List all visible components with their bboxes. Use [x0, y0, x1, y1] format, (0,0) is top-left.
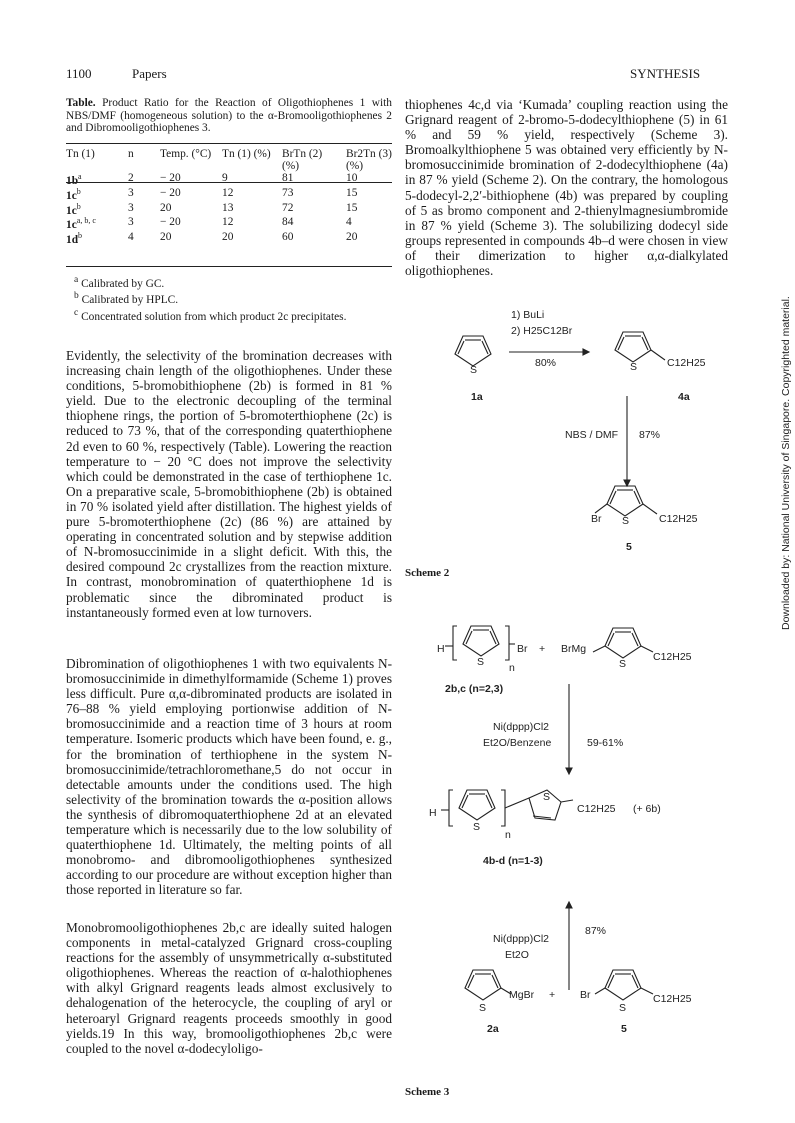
- yield-1: 59-61%: [587, 737, 624, 749]
- table-cell: 15: [346, 201, 358, 214]
- compound-cell: $1c^b$: [66, 186, 81, 202]
- footnote: $^b$ Calibrated by HPLC.: [74, 291, 179, 307]
- table-row: [64, 216, 394, 231]
- table-cell: 12: [222, 216, 234, 229]
- table-cell: − 20: [160, 186, 181, 199]
- table-row: [64, 172, 394, 187]
- table-cell: 3: [128, 201, 134, 214]
- substituent-c12h25: C12H25: [653, 993, 692, 1005]
- oligothiophene-4bd-structure: [441, 790, 573, 826]
- table-cell: 12: [222, 186, 234, 199]
- sulfur-label: S: [479, 1002, 487, 1014]
- col-header: Tn (1) (%): [222, 148, 271, 160]
- table-bottom-rule: [66, 266, 392, 267]
- compound-label-2bc: 2b,c (n=2,3): [445, 683, 504, 695]
- table-cell: 20: [222, 231, 234, 244]
- hydrogen-label: H: [437, 643, 445, 655]
- table-header-row: [64, 148, 394, 172]
- table-caption-label: Table.: [66, 97, 96, 109]
- step1-reagent-2: 2) H25C12Br: [511, 325, 573, 337]
- sulfur-label: S: [543, 791, 551, 803]
- table-cell: 13: [222, 201, 234, 214]
- table-caption-text: Product Ratio for the Reaction of Oligothiophenes 1 with NBS/DMF (homogeneous solution) to the α-Bromooligothiophenes 2 and Dibromooligothiophenes 3.: [66, 97, 392, 135]
- section-name: Papers: [132, 66, 167, 81]
- thiophene-4a-structure: [615, 332, 665, 362]
- left-paragraph-3: Monobromooligothiophenes 2b,c are ideally suited halogen components in metal-catalyzed Grignard cross-coupling reactions for the assembly of unsymmetrically α-substituted oligothiophenes. Whereas the reaction of α-halothiophenes with alkyl Grignard reagents leads almost exclusively to dehalogenation of the heterocycle, the coupling of aryl or heteroaryl Grignard reagents proceeds smoothly in good yields.19 In this way, bromooligothiophenes 2b,c were coupled to the novel α-dodecyloligo-: [66, 920, 392, 1056]
- table-cell: 72: [282, 201, 294, 214]
- sulfur-label: S: [470, 364, 478, 376]
- compound-label-5: 5: [626, 541, 632, 553]
- table-footnotes: [74, 274, 394, 323]
- download-watermark: Downloaded by: National University of Singapore. Copyrighted material.: [780, 296, 792, 630]
- substituent-c12h25: C12H25: [653, 651, 692, 663]
- footnote: $^a$ Calibrated by GC.: [74, 275, 165, 290]
- step1-yield: 80%: [535, 357, 557, 369]
- col-header: Tn (1): [66, 148, 95, 160]
- sulfur-label: S: [477, 656, 485, 668]
- table-cell: 4: [346, 216, 352, 229]
- compound-cell: $1c^{a, b, c}$: [66, 216, 96, 232]
- thiophene-5-structure: [595, 486, 657, 516]
- sulfur-label: S: [473, 821, 481, 833]
- bromine-label: Br: [591, 513, 602, 525]
- substituent-c12h25: C12H25: [667, 357, 706, 369]
- left-paragraph-1: Evidently, the selectivity of the bromination decreases with increasing chain length of the oligothiophenes. Under these conditions, 5-bromobithiophene (2b) is formed in 81 % yield. Due to the electronic decoupling of the terminal thiophene rings, the portion of 5-bromoterthiophene (2c) is reduced to 73 %, that of the corresponding quaterthiophene 2d even to 60 %, respectively (Table). Lowering the reaction temperature to − 20 °C does not improve the selectivity which could be demonstrated in the case of terthiophene 1c. On a preparative scale, 5-bromobithiophene (2b) is obtained in 70 % isolated yield after distillation. The highest yields of pure 5-bromoterthiophene (2c) (86 %) are attained by operating in concentrated solution and by stepwise addition of N-bromosuccinimide in a slight deficit. With this, the desired compound 2c crystallizes from the reaction mixture. In contrast, monobromination of quaterthiophene 1d is problematic since the dibrominated product is instantaneously formed even at low turnovers.: [66, 348, 392, 620]
- sulfur-label: S: [619, 658, 627, 670]
- sulfur-label: S: [622, 515, 630, 527]
- table-cell: 73: [282, 186, 294, 199]
- sulfur-label: S: [630, 361, 638, 373]
- left-paragraph-2: Dibromination of oligothiophenes 1 with two equivalents N-bromosuccinimide in dimethylformamide (Scheme 1) proves less difficult. Pure α,α-dibrominated products are isolated in 76–88 % yield employing portionwise addition of N-bromosuccinimide and a reaction time of 3 hours at room temperature. Isomeric products which have been found, e. g., for the bromination of terthiophene in the system N-bromosuccinimide/tetrachloromethane,5 do not occur in detectable amounts under the conditions used. The high selectivity of the bromination towards the α-position allows the synthesis of dibromoquaterthiophene 2d at an elevated temperature which is necessarily due to the low solubility of quaterthiophene 1d. Ultimately, the melting points of all monobromo- and dibromooligothiophenes synthesized according to our procedure are without exception higher than those reported in literature so far.: [66, 656, 392, 898]
- step2-reagent: NBS / DMF: [565, 429, 619, 441]
- table-top-rule: [66, 143, 392, 144]
- substituent-c12h25: C12H25: [577, 803, 616, 815]
- catalyst-1-line-2: Et2O/Benzene: [483, 737, 552, 749]
- table-row: [64, 202, 394, 217]
- thiophene-2a-structure: [465, 970, 511, 1000]
- table-cell: 81: [282, 172, 294, 184]
- compound-label-1a: 1a: [471, 391, 483, 403]
- step1-reagent-1: 1) BuLi: [511, 309, 545, 321]
- hydrogen-label: H: [429, 807, 437, 819]
- thiophene-grignard-structure: [593, 628, 653, 658]
- table-cell: 3: [128, 186, 134, 199]
- compound-label-4bd: 4b-d (n=1-3): [483, 855, 543, 867]
- step2-yield: 87%: [639, 429, 661, 441]
- scheme-2-label: Scheme 2: [405, 567, 450, 579]
- thiophene-5-structure: [595, 970, 653, 1000]
- table-cell: − 20: [160, 216, 181, 229]
- thiophene-1a-structure: [455, 336, 491, 366]
- table-cell: 84: [282, 216, 294, 229]
- sulfur-label: S: [619, 1002, 627, 1014]
- table-cell: 20: [346, 231, 358, 244]
- right-paragraph: thiophenes 4c,d via ‘Kumada’ coupling reaction using the Grignard reagent of 2-bromo-5-dodecylthiophene (5) in 61 % and 59 % yield, respectively (Scheme 3). Bromoalkylthiophene 5 was obtained very efficiently by N-bromosuccinimide bromination of 2-dodecylthiophene (4a) in 87 % yield (Scheme 2). On the contrary, the homologous 5-dodecyl-2,2′-bithiophene (4b) was prepared by coupling of 5 as bromo component and 2-thienylmagnesiumbromide in 87 % yield (Scheme 3). The solubilizing dodecyl side groups represented in compounds 4b–d were chosen in view of their dimerization to higher α,α-dialkylated oligothiophenes.: [405, 97, 728, 279]
- plus-sign: +: [549, 989, 556, 1001]
- bromine-label: Br: [580, 989, 591, 1001]
- table-cell: 2: [128, 172, 134, 184]
- table-cell: − 20: [160, 172, 181, 184]
- compound-cell: $1d^b$: [66, 231, 83, 246]
- bromine-label: Br: [517, 643, 528, 655]
- table-row: [64, 231, 394, 246]
- catalyst-2-line-2: Et2O: [505, 949, 529, 961]
- substituent-c12h25: C12H25: [659, 513, 698, 525]
- product-ratio-table: [64, 148, 394, 246]
- table-caption: [66, 97, 392, 135]
- col-header: Br2Tn (3) (%): [346, 148, 392, 172]
- table-cell: 15: [346, 186, 358, 199]
- page-number: 1100: [66, 66, 92, 81]
- repeat-n-label: n: [505, 829, 511, 841]
- compound-label-4a: 4a: [678, 391, 690, 403]
- compound-cell: $1b^a$: [66, 172, 82, 187]
- scheme-3-diagram: [405, 612, 735, 1057]
- yield-2: 87%: [585, 925, 607, 937]
- oligothiophene-2bc-structure: [445, 626, 515, 660]
- repeat-n-label: n: [509, 662, 515, 674]
- compound-label-2a: 2a: [487, 1023, 499, 1035]
- compound-label-5: 5: [621, 1023, 627, 1035]
- table-mid-rule: [66, 182, 392, 183]
- catalyst-1-line-1: Ni(dppp)Cl2: [493, 721, 550, 733]
- col-header: n: [128, 148, 134, 160]
- side-product-label: (+ 6b): [633, 803, 661, 815]
- brmg-label: BrMg: [561, 643, 587, 655]
- catalyst-2-line-1: Ni(dppp)Cl2: [493, 933, 550, 945]
- table-row: [64, 187, 394, 202]
- scheme-2-diagram: [405, 300, 735, 590]
- table-cell: 60: [282, 231, 294, 244]
- col-header: Temp. (°C): [160, 148, 212, 160]
- mgbr-label: MgBr: [509, 989, 535, 1001]
- compound-cell: $1c^b$: [66, 201, 81, 217]
- journal-name: SYNTHESIS: [630, 66, 701, 81]
- col-header: BrTn (2) (%): [282, 148, 323, 172]
- table-cell: 9: [222, 172, 228, 184]
- table-cell: 20: [160, 231, 172, 244]
- plus-sign: +: [539, 643, 546, 655]
- table-cell: 3: [128, 216, 134, 229]
- table-cell: 20: [160, 201, 172, 214]
- table-cell: 4: [128, 231, 134, 244]
- footnote: $^c$ Concentrated solution from which product 2c precipitates.: [74, 307, 347, 323]
- scheme-3-label: Scheme 3: [405, 1086, 450, 1098]
- table-cell: 10: [346, 172, 358, 184]
